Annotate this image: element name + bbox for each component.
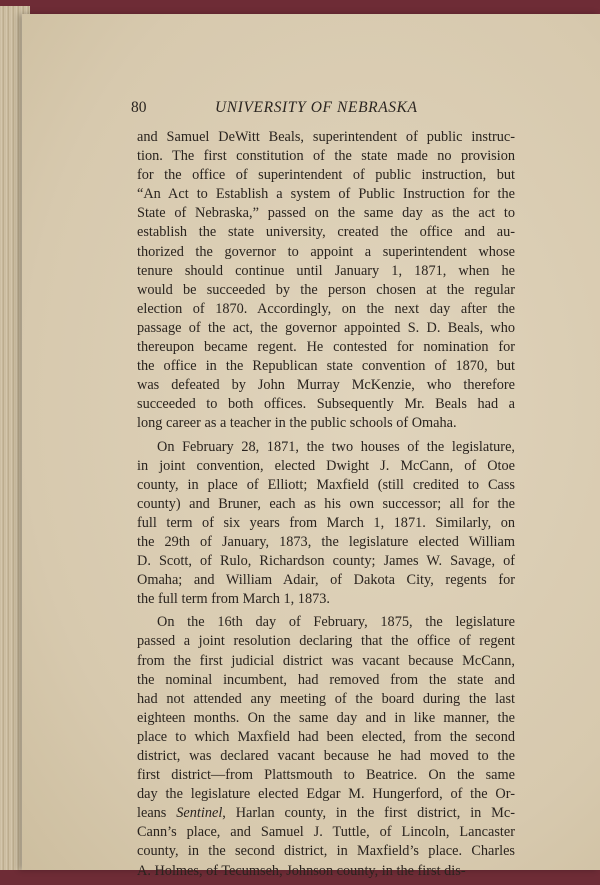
text-line: succeeded to both offices. Subsequently Mr. Beals had a [137, 396, 515, 413]
text-line: leans Sentinel, Harlan county, in the first district, in Mc- [137, 805, 515, 822]
text-line: for the office of superintendent of public instruction, but [137, 167, 515, 184]
text-line: Omaha; and William Adair, of Dakota City, regents for [137, 572, 515, 589]
text-line: county) and Bruner, each as his own successor; all for the [137, 495, 515, 512]
newspaper-title: Sentinel [176, 805, 223, 822]
text-line: the office in the Republican state convention of 1870, but [137, 358, 515, 375]
text-line: thorized the governor to appoint a superintendent whose [137, 243, 515, 260]
text-line: from the first judicial district was vacant because McCann, [137, 652, 515, 669]
text-line: On February 28, 1871, the two houses of the legislature, [157, 438, 515, 455]
text-line: the 29th of January, 1873, the legislature elected William [137, 533, 515, 550]
text-line: county, in place of Elliott; Maxfield (still credited to Cass [137, 476, 515, 493]
text-line: On the 16th day of February, 1875, the legislature [157, 614, 515, 631]
text-line: tion. The first constitution of the state made no provision [137, 148, 515, 165]
text-line: long career as a teacher in the public schools of Omaha. [137, 415, 457, 432]
text-line: Cann’s place, and Samuel J. Tuttle, of Lincoln, Lancaster [137, 824, 515, 841]
text-line: in joint convention, elected Dwight J. McCann, of Otoe [137, 457, 515, 474]
text-line: county, in the second district, in Maxfield’s place. Charles [137, 843, 515, 860]
text-line: passed a joint resolution declaring that the office of regent [137, 633, 515, 650]
body-text [137, 128, 515, 885]
text-line: district, was declared vacant because he had moved to the [137, 748, 515, 764]
text-line: A. Holmes, of Tecumseh, Johnson county, in the first dis- [137, 862, 466, 879]
running-head: UNIVERSITY OF NEBRASKA [215, 99, 418, 116]
text-line: passage of the act, the governor appointed S. D. Beals, who [137, 319, 515, 336]
page-header [131, 99, 511, 121]
text-line: first district—from Plattsmouth to Beatrice. On the same [137, 767, 515, 784]
page-number: 80 [131, 99, 147, 116]
text-line: “An Act to Establish a system of Public Instruction for the [137, 186, 515, 203]
paragraph [137, 613, 515, 880]
text-line: and Samuel DeWitt Beals, superintendent of public instruc- [137, 129, 515, 145]
text-line: the nominal incumbent, had removed from the state and [137, 671, 515, 688]
text-line: was defeated by John Murray McKenzie, who therefore [137, 377, 515, 394]
text-line: thereupon became regent. He contested for nomination for [137, 339, 515, 356]
text-line: the full term from March 1, 1873. [137, 591, 330, 608]
text-line: election of 1870. Accordingly, on the next day after the [137, 300, 515, 317]
text-line: would be succeeded by the person chosen at the regular [137, 281, 515, 298]
text-line: establish the state university, created the office and au- [137, 224, 515, 241]
text-line: D. Scott, of Rulo, Richardson county; James W. Savage, of [137, 553, 515, 570]
text-line: State of Nebraska,” passed on the same day as the act to [137, 205, 515, 222]
text-line: place to which Maxfield had been elected, from the second [137, 728, 515, 745]
paragraph [137, 438, 515, 610]
text-line: tenure should continue until January 1, 1871, when he [137, 262, 515, 279]
text-line: full term of six years from March 1, 1871. Similarly, on [137, 514, 515, 531]
text-line: day the legislature elected Edgar M. Hungerford, of the Or- [137, 786, 515, 803]
paragraph [137, 128, 515, 434]
text-line: eighteen months. On the same day and in like manner, the [137, 709, 515, 726]
text-line: had not attended any meeting of the board during the last [137, 690, 515, 707]
